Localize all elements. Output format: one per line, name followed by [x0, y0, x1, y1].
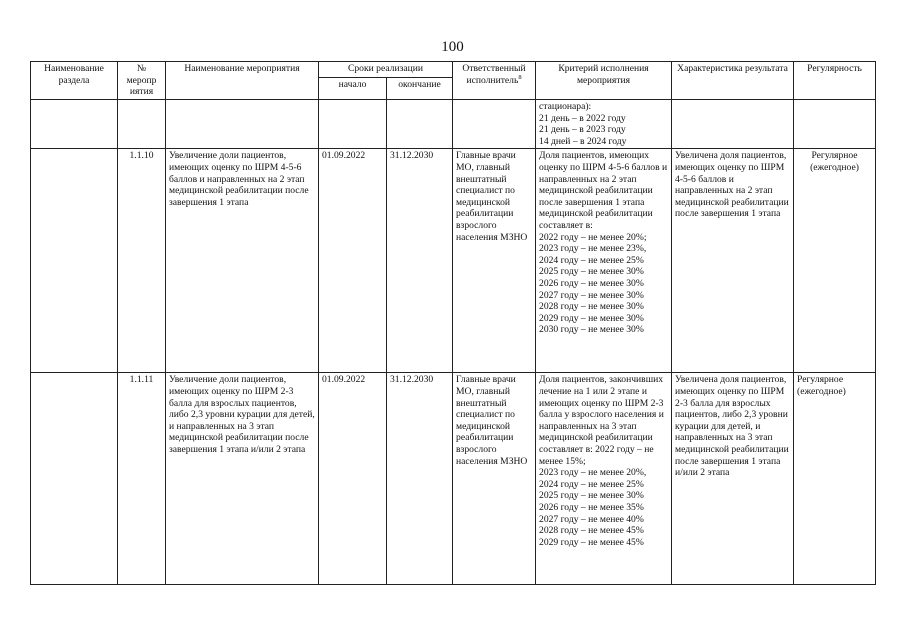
- header-regularity: Регулярность: [794, 62, 876, 100]
- table-row: [31, 149, 876, 373]
- cell-result: Увеличена доля пациентов, имеющих оценку по ШРМ 2-3 балла для взрослых пациентов, либо 2,3 уровни курации для детей, и направленных на 3 этап медицинской реабилитации после завершения 1 этапа и/или 2 этапа: [672, 373, 794, 585]
- cell-event: Увеличение доли пациентов, имеющих оценку по ШРМ 4-5-6 баллов и направленных на 2 этап медицинской реабилитации после завершения 1 этапа: [166, 149, 319, 373]
- cell-start: 01.09.2022: [319, 373, 387, 585]
- header-deadlines: Сроки реализации: [319, 62, 453, 78]
- header-responsible: [453, 62, 536, 100]
- cell-criterion: Доля пациентов, закончивших лечение на 1 или 2 этапе и имеющих оценку по ШРМ 2-3 балла у взрослого населения и направленных на 3 этап медицинской реабилитации составляет в: 2022 году – не менее 15%; 2023 году – не менее 20%, 2024 году – не менее 25% 2025 году – не менее 30% 2026 году – не менее 35% 2027 году – не менее 40% 2028 году – не менее 45% 2029 году – не менее 45%: [536, 373, 672, 585]
- header-responsible-label: Ответственный исполнитель: [462, 63, 526, 86]
- table-row-continuation: [31, 100, 876, 149]
- cell-regularity: Регулярное (ежегодное): [794, 373, 876, 585]
- cell-result: Увеличена доля пациентов, имеющих оценку по ШРМ 4-5-6 баллов и направленных на 2 этап медицинской реабилитации после завершения 1 этапа: [672, 149, 794, 373]
- cell-regularity: Регулярное (ежегодное): [794, 149, 876, 373]
- cell-responsible: Главные врачи МО, главный внештатный специалист по медицинской реабилитации взрослого населения МЗНО: [453, 149, 536, 373]
- cell-event: [166, 100, 319, 149]
- cell-criterion: стационара): 21 день – в 2022 году 21 день – в 2023 году 14 дней – в 2024 году: [536, 100, 672, 149]
- cell-section: [31, 100, 118, 149]
- table-row: [31, 373, 876, 585]
- cell-number: 1.1.11: [118, 373, 166, 585]
- cell-regularity: [794, 100, 876, 149]
- header-criterion: Критерий исполнения мероприятия: [536, 62, 672, 100]
- cell-number: [118, 100, 166, 149]
- header-start: начало: [319, 78, 387, 100]
- header-event-name: Наименование мероприятия: [166, 62, 319, 100]
- cell-end: [387, 100, 453, 149]
- measures-table: [30, 61, 876, 585]
- cell-start: [319, 100, 387, 149]
- cell-section: [31, 149, 118, 373]
- page-number: 100: [441, 39, 464, 55]
- header-result: Характеристика результата: [672, 62, 794, 100]
- cell-end: 31.12.2030: [387, 149, 453, 373]
- header-end: окончание: [387, 78, 453, 100]
- cell-result: [672, 100, 794, 149]
- cell-number: 1.1.10: [118, 149, 166, 373]
- footnote-marker: 8: [518, 73, 522, 81]
- cell-section: [31, 373, 118, 585]
- cell-event: Увеличение доли пациентов, имеющих оценку по ШРМ 2-3 балла для взрослых пациентов, либо 2,3 уровни курации для детей, и направленных на 3 этап медицинской реабилитации после завершения 1 этапа и/или 2 этапа: [166, 373, 319, 585]
- cell-responsible: [453, 100, 536, 149]
- header-section-name: Наименование раздела: [31, 62, 118, 100]
- cell-criterion: Доля пациентов, имеющих оценку по ШРМ 4-5-6 баллов и направленных на 2 этап медицинской реабилитации после завершения 1 этапа медицинской реабилитации составляет в: 2022 году – не менее 20%; 2023 году – не менее 23%, 2024 году – не менее 25% 2025 году – не менее 30% 2026 году – не менее 30% 2027 году – не менее 30% 2028 году – не менее 30% 2029 году – не менее 30% 2030 году – не менее 30%: [536, 149, 672, 373]
- header-number: № меропр иятия: [118, 62, 166, 100]
- cell-end: 31.12.2030: [387, 373, 453, 585]
- cell-start: 01.09.2022: [319, 149, 387, 373]
- header-row-1: [31, 62, 876, 78]
- cell-responsible: Главные врачи МО, главный внештатный специалист по медицинской реабилитации взрослого населения МЗНО: [453, 373, 536, 585]
